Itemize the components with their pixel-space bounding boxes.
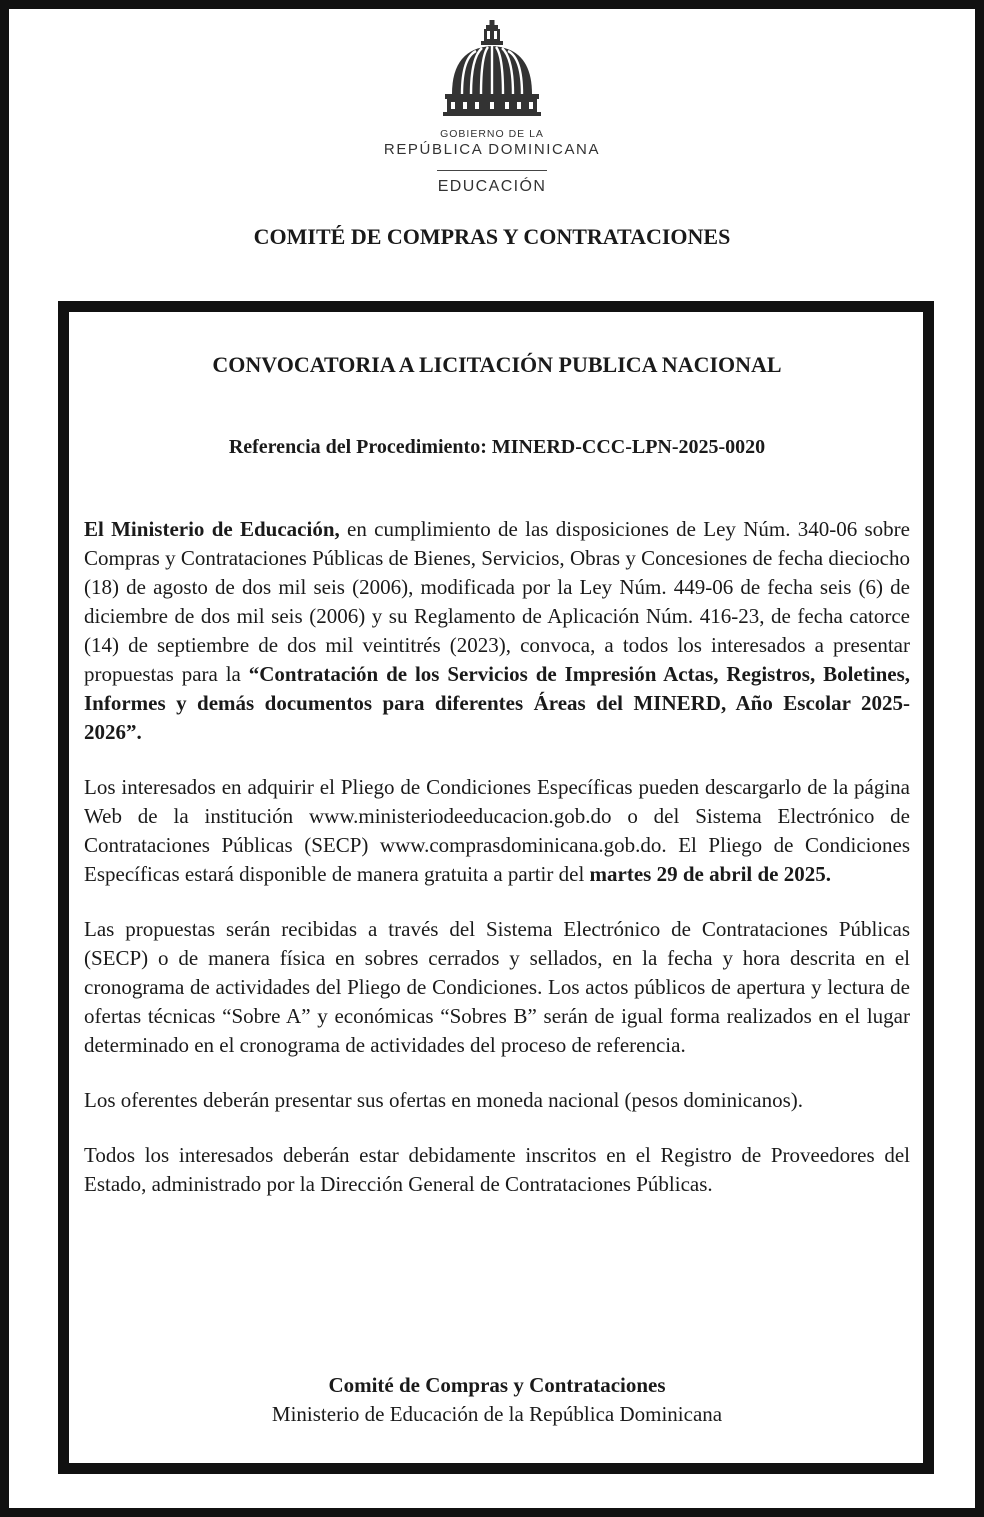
paragraph-1 bbox=[84, 515, 910, 747]
ministry-name: EDUCACIÓN bbox=[437, 178, 547, 195]
dome-emblem-icon bbox=[437, 18, 547, 126]
gov-line-1: GOBIERNO DE LA bbox=[440, 128, 544, 140]
procedure-reference: Referencia del Procedimiento: MINERD-CCC-LPN-2025-0020 bbox=[228, 436, 766, 458]
signature-block bbox=[84, 1371, 910, 1429]
government-logo bbox=[0, 18, 984, 196]
committee-heading: COMITÉ DE COMPRAS Y CONTRATACIONES bbox=[253, 224, 731, 249]
notice-title: CONVOCATORIA A LICITACIÓN PUBLICA NACIONAL bbox=[212, 352, 782, 377]
notice-content bbox=[84, 352, 910, 1199]
paragraph-4: Los oferentes deberán presentar sus ofertas en moneda nacional (pesos dominicanos). bbox=[84, 1088, 803, 1112]
paragraph-1-lead: El Ministerio de Educación, bbox=[84, 517, 340, 541]
paragraph-2-body: Los interesados en adquirir el Pliego de Condiciones Específicas pueden descargarlo de la página Web de la institución www.ministeriodeeducacion.gob.do o del Sistema Electrónico de Contrataciones Públicas (SECP) www.comprasdominicana.gob.do. El Pliego de Condiciones Específicas estará disponible de manera gratuita a partir del bbox=[84, 775, 910, 886]
paragraph-2-date: martes 29 de abril de 2025. bbox=[589, 862, 832, 886]
paragraph-5: Todos los interesados deberán estar debidamente inscritos en el Registro de Proveedores del Estado, administrado por la Dirección General de Contrataciones Públicas. bbox=[84, 1143, 910, 1196]
paragraph-1-subject: “Contratación de los Servicios de Impresión Actas, Registros, Boletines, Informes y demás documentos para diferentes Áreas del MINERD, Año Escolar 2025-2026”. bbox=[84, 662, 910, 744]
logo-divider bbox=[437, 170, 547, 171]
paragraph-3: Las propuestas serán recibidas a través del Sistema Electrónico de Contrataciones Públicas (SECP) o de manera física en sobres cerrados y sellados, en la fecha y hora descrita en el cronograma de actividades del Pliego de Condiciones. Los actos públicos de apertura y lectura de ofertas técnicas “Sobre A” y económicas “Sobres B” serán de igual forma realizados en el lugar determinado en el cronograma de actividades del proceso de referencia. bbox=[84, 917, 910, 1057]
paragraph-2 bbox=[84, 773, 910, 889]
signature-name: Comité de Compras y Contrataciones bbox=[328, 1373, 666, 1397]
paragraph-1-body: en cumplimiento de las disposiciones de Ley Núm. 340-06 sobre Compras y Contrataciones Públicas de Bienes, Servicios, Obras y Concesiones de fecha dieciocho (18) de agosto de dos mil seis (2006), modificada por la Ley Núm. 449-06 de fecha seis (6) de diciembre de dos mil seis (2006) y su Reglamento de Aplicación Núm. 416-23, de fecha catorce (14) de septiembre de dos mil veintitrés (2023), convoca, a todos los interesados a presentar propuestas para la bbox=[84, 517, 910, 686]
gov-line-2: REPÚBLICA DOMINICANA bbox=[383, 141, 601, 158]
signature-org: Ministerio de Educación de la República Dominicana bbox=[271, 1402, 723, 1426]
